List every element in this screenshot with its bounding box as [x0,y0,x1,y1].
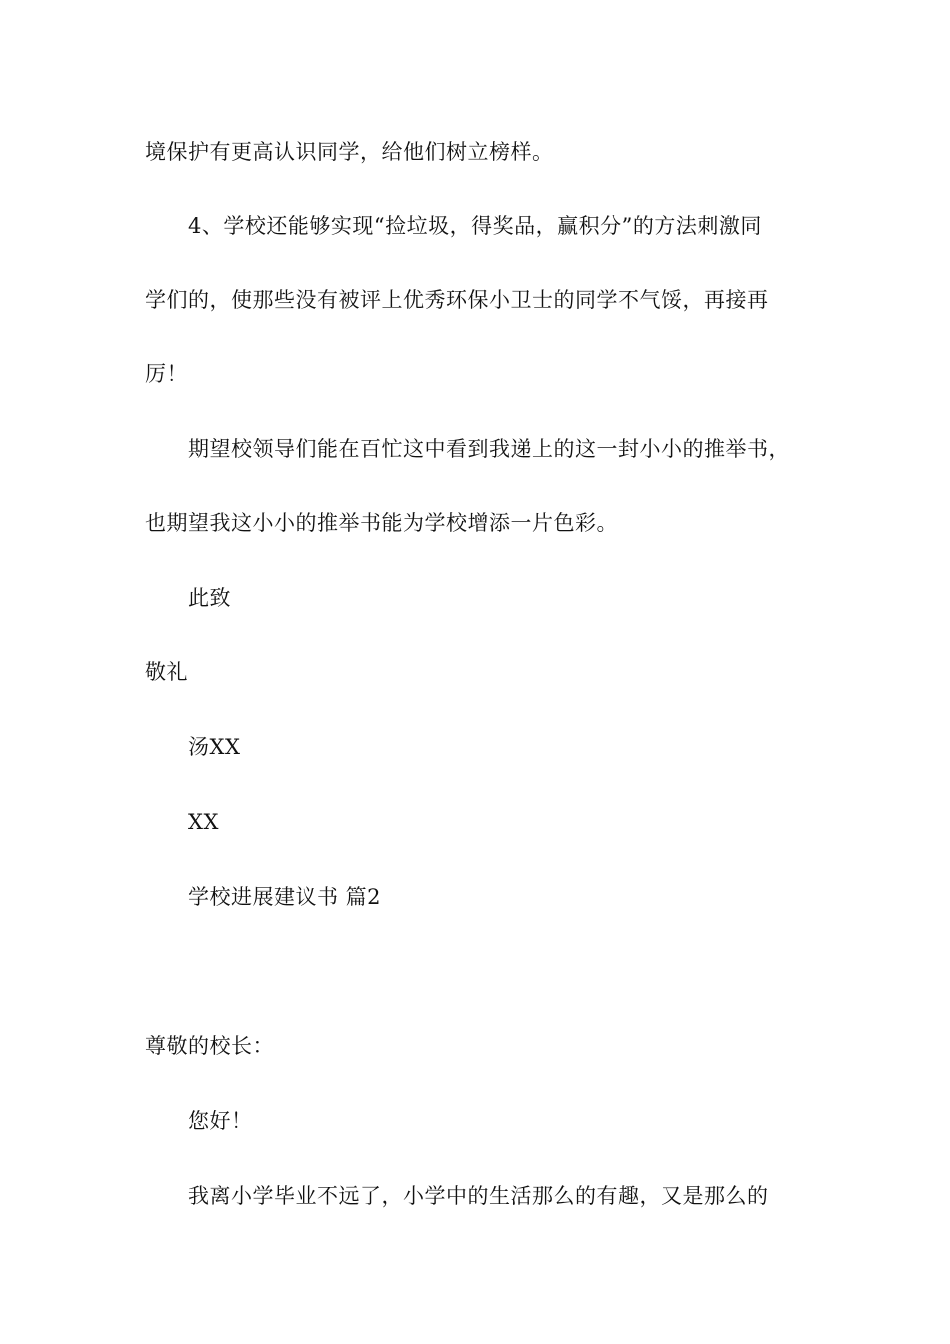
letter-greeting: 尊敬的校长： [145,1034,274,1058]
paragraph-line: 4、学校还能够实现“捡垃圾，得奖品，赢积分”的方法刺激同 [188,214,762,238]
paragraph-line: 厉！ [145,362,188,386]
closing-salutation: 此致 [188,586,231,610]
paragraph-line: 也期望我这小小的推举书能为学校增添一片色彩。 [145,511,618,535]
paragraph-line: 学们的，使那些没有被评上优秀环保小卫士的同学不气馁，再接再 [145,288,769,312]
paragraph-line: 我离小学毕业不远了，小学中的生活那么的有趣，又是那么的 [188,1184,769,1208]
letter-hello: 您好！ [188,1109,253,1133]
closing-regards: 敬礼 [145,660,188,684]
section-heading: 学校进展建议书 篇2 [188,885,382,909]
paragraph-line: 期望校领导们能在百忙这中看到我递上的这一封小小的推举书， [188,437,790,461]
signature-date: XX [188,810,219,834]
signature-name: 汤XX [188,735,241,759]
paragraph-line: 境保护有更高认识同学，给他们树立榜样。 [145,140,554,164]
